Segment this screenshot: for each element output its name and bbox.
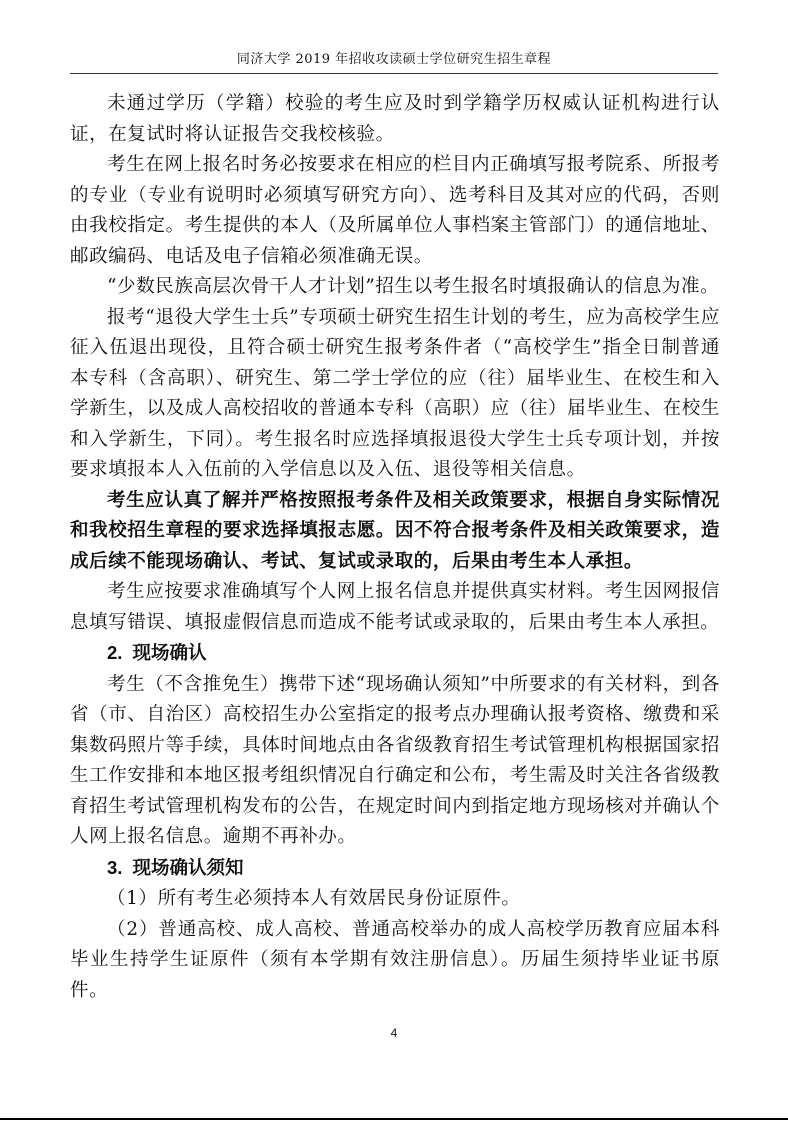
- section-3-title: 现场确认须知: [132, 857, 244, 879]
- section-2-heading: [70, 638, 720, 670]
- section-3-item-2: （2）普通高校、成人高校、普通高校举办的成人高校学历教育应届本科毕业生持学生证原件（须有本学期有效注册信息）。历届生须持毕业证书原件。: [70, 918, 720, 1001]
- paragraph-minority-program: “少数民族高层次骨干人才计划”招生以考生报名时填报确认的信息为准。: [107, 276, 720, 297]
- paragraph-verification: 未通过学历（学籍）校验的考生应及时到学籍学历权威认证机构进行认证，在复试时将认证报告交我校核验。: [70, 93, 720, 145]
- header-divider: [70, 73, 718, 74]
- page-number: 4: [390, 1026, 398, 1040]
- section-3-item-1: （1）所有考生必须持本人有效居民身份证原件。: [107, 888, 521, 909]
- paragraph-accurate-info: 考生应按要求准确填写个人网上报名信息并提供真实材料。考生因网报信息填写错误、填报虚假信息而造成不能考试或录取的，后果由考生本人承担。: [70, 581, 720, 633]
- paragraph-policy-warning: 考生应认真了解并严格按照报考条件及相关政策要求，根据自身实际情况和我校招生章程的要求选择填报志愿。因不符合报考条件及相关政策要求，造成后续不能现场确认、考试、复试或录取的，后果由考生本人承担。: [70, 489, 720, 572]
- section-2-body: 考生（不含推免生）携带下述“现场确认须知”中所要求的有关材料，到各省（市、自治区）高校招生办公室指定的报考点办理确认报考资格、缴费和采集数码照片等手续，具体时间地点由各省级教育招生考试管理机构根据国家招生工作安排和本地区报考组织情况自行确定和公布，考生需及时关注各省级教育招生考试管理机构发布的公告，在规定时间内到指定地方现场核对并确认个人网上报名信息。逾期不再补办。: [70, 673, 720, 847]
- document-body: [70, 89, 720, 1006]
- running-header: 同济大学 2019 年招收攻读硕士学位研究生招生章程: [236, 52, 552, 67]
- bottom-border: [0, 1118, 788, 1120]
- paragraph-veteran-program: 报考“退役大学生士兵”专项硕士研究生招生计划的考生，应为高校学生应征入伍退出现役，且符合硕士研究生报考条件者（“高校学生”指全日制普通本专科（含高职）、研究生、第二学士学位的应（往）届毕业生、在校生和入学新生，以及成人高校招收的普通本专科（高职）应（往）届毕业生、在校生和入学新生，下同）。考生报名时应选择填报退役大学生士兵专项计划，并按要求填报本人入伍前的入学信息以及入伍、退役等相关信息。: [70, 306, 720, 480]
- section-3-number: 3.: [107, 856, 123, 878]
- section-2-title: 现场确认: [132, 643, 207, 664]
- paragraph-online-registration: 考生在网上报名时务必按要求在相应的栏目内正确填写报考院系、所报考的专业（专业有说明时必须填写研究方向）、选考科目及其对应的代码，否则由我校指定。考生提供的本人（及所属单位人事档案主管部门）的通信地址、邮政编码、电话及电子信箱必须准确无误。: [70, 154, 720, 267]
- section-3-heading: [70, 853, 720, 885]
- section-2-number: 2.: [107, 642, 123, 663]
